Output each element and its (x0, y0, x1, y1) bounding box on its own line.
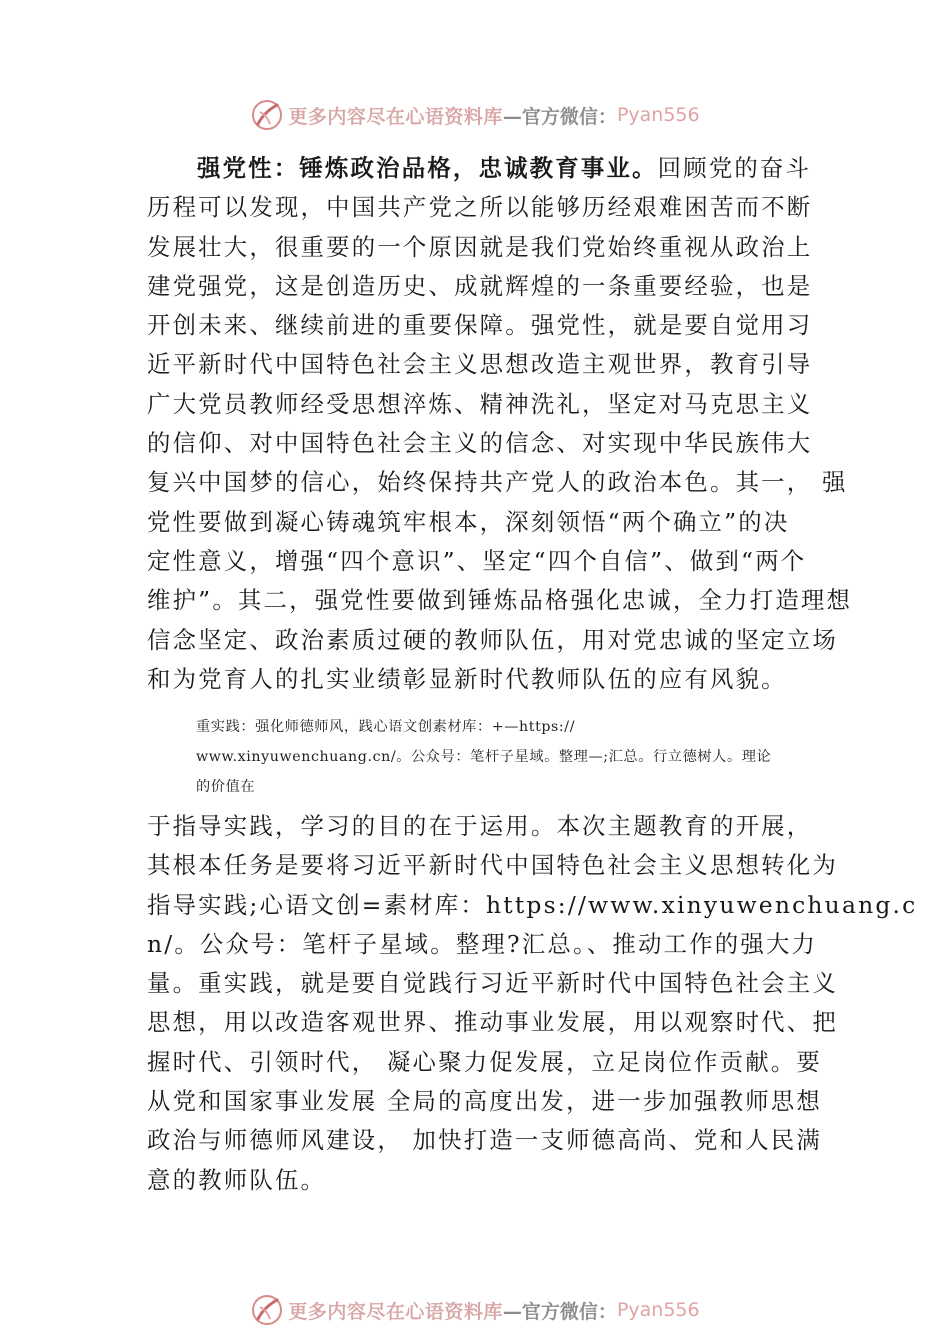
brush-logo-icon (250, 1293, 284, 1327)
paragraph-2-line: 意的教师队伍。 (147, 1165, 327, 1194)
source-note (196, 712, 846, 802)
header-wechat-label: —官方微信： (502, 105, 617, 128)
paragraph-1-line: 信念坚定、政治素质过硬的教师队伍，用对党忠诚的坚定立场 (147, 625, 838, 654)
paragraph-1 (147, 149, 853, 699)
footer-banner (0, 1290, 950, 1330)
paragraph-1-line: 维护”。其二，强党性要做到锤炼品格强化忠诚，全力打造理想 (147, 586, 853, 615)
paragraph-2-line: 其根本任务是要将习近平新时代中国特色社会主义思想转化为 (147, 851, 838, 880)
paragraph-1-lead-rest: 回顾党的奋斗 (657, 154, 812, 182)
paragraph-1-line: 定性意义，增强“四个意识”、坚定“四个自信”、做到“两个 (147, 546, 807, 575)
paragraph-2-line: 于指导实践，学习的目的在于运用。本次主题教育的开展， (147, 812, 813, 840)
paragraph-2-line: 政治与师德师风建设， 加快打造一支师德高尚、党和人民满 (147, 1126, 822, 1155)
paragraph-2-line: 握时代、引领时代， 凝心聚力促发展，立足岗位作贡献。要 (147, 1047, 822, 1076)
note-line: 重实践：强化师德师风，践心语文创素材库：+—https:// (196, 719, 576, 735)
paragraph-2-line: 指导实践;心语文创=素材库：https://www.xinyuwenchuang.c (147, 890, 918, 919)
paragraph-1-line: 建党强党，这是创造历史、成就辉煌的一条重要经验，也是 (147, 271, 813, 300)
paragraph-1-line: 复兴中国梦的信心，始终保持共产党人的政治本色。其一， 强 (147, 468, 848, 497)
paragraph-1-line: 和为党育人的扎实业绩彰显新时代教师队伍的应有风貌。 (147, 664, 787, 693)
paragraph-1-line: 发展壮大，很重要的一个原因就是我们党始终重视从政治上 (147, 232, 813, 261)
paragraph-1-line: 近平新时代中国特色社会主义思想改造主观世界，教育引导 (147, 350, 813, 379)
footer-wechat-label: —官方微信： (502, 1300, 617, 1323)
header-brand-text: 更多内容尽在心语资料库 (288, 105, 503, 128)
footer-brand-text: 更多内容尽在心语资料库 (288, 1300, 503, 1323)
paragraph-2-line: 从党和国家事业发展 全局的高度出发，进一步加强教师思想 (147, 1087, 822, 1116)
brush-logo-icon (250, 98, 284, 132)
header-banner (0, 95, 950, 135)
paragraph-2-line: 量。重实践，就是要自觉践行习近平新时代中国特色社会主义 (147, 969, 838, 998)
paragraph-1-lead: 强党性：锤炼政治品格，忠诚教育事业。 (197, 154, 658, 182)
paragraph-1-line (147, 149, 837, 188)
footer-wechat-id: Pyan556 (616, 1299, 700, 1321)
paragraph-1-line: 开创未来、继续前进的重要保障。强党性，就是要自觉用习 (147, 311, 813, 340)
paragraph-2 (147, 807, 918, 1200)
note-line: www.xinyuwenchuang.cn/。公众号：笔杆子星域。整理—;汇总。行立德树人。理论 (196, 749, 772, 765)
paragraph-1-line: 党性要做到凝心铸魂筑牢根本，深刻领悟“两个确立”的决 (147, 507, 790, 536)
header-wechat-id: Pyan556 (616, 104, 700, 126)
paragraph-2-line: 思想，用以改造客观世界、推动事业发展，用以观察时代、把 (147, 1008, 838, 1037)
paragraph-1-line: 广大党员教师经受思想淬炼、精神洗礼，坚定对马克思主义 (147, 389, 813, 418)
paragraph-2-line: n/。公众号：笔杆子星域。整理?汇总。、推动工作的强大力 (147, 929, 818, 958)
paragraph-1-line: 历程可以发现，中国共产党之所以能够历经艰难困苦而不断 (147, 193, 813, 222)
paragraph-1-line: 的信仰、对中国特色社会主义的信念、对实现中华民族伟大 (147, 429, 813, 458)
note-line: 的价值在 (196, 779, 256, 795)
